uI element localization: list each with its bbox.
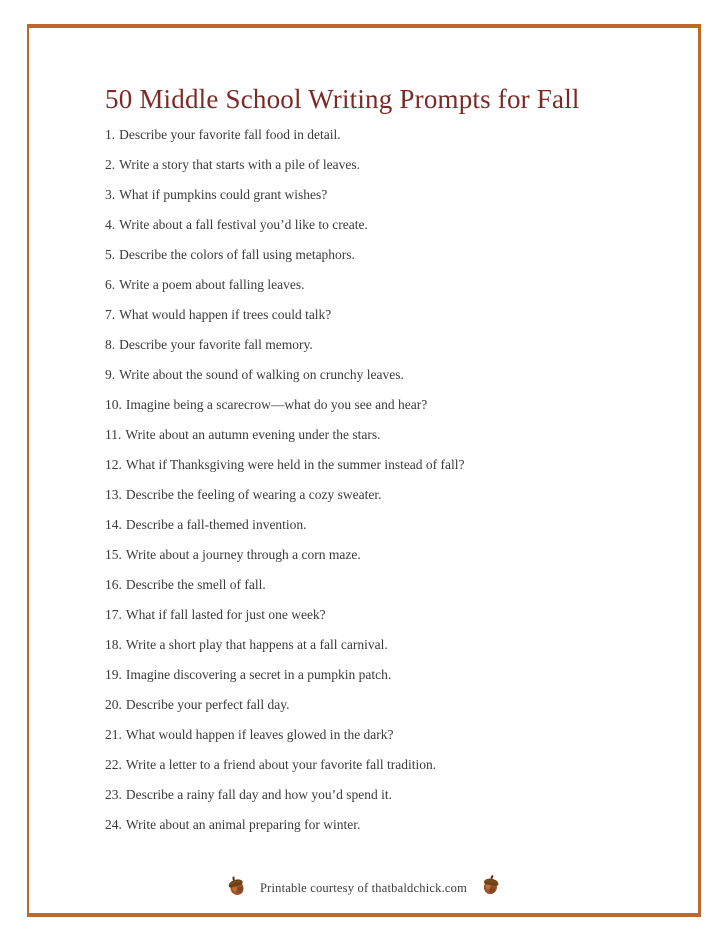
printable-page	[27, 24, 701, 917]
prompt-text: What if Thanksgiving were held in the summer instead of fall?	[125, 457, 465, 472]
prompt-text: What if fall lasted for just one week?	[125, 607, 326, 622]
prompt-item	[105, 428, 658, 442]
prompt-text: Write about an animal preparing for winter.	[125, 817, 361, 832]
prompt-text: Write about an autumn evening under the stars.	[125, 427, 381, 442]
prompt-text: Imagine discovering a secret in a pumpkin patch.	[125, 667, 392, 682]
prompt-item	[105, 188, 658, 202]
prompt-number: 7.	[105, 307, 116, 322]
prompt-item	[105, 458, 658, 472]
prompt-text: Describe your favorite fall memory.	[119, 337, 313, 352]
prompt-text: Write about a fall festival you’d like to create.	[119, 217, 368, 232]
prompt-number: 4.	[105, 217, 116, 232]
prompt-item	[105, 518, 658, 532]
prompt-item	[105, 668, 658, 682]
prompt-item	[105, 158, 658, 172]
prompt-number: 6.	[105, 277, 116, 292]
prompt-item	[105, 218, 658, 232]
prompt-item	[105, 788, 658, 802]
prompt-item	[105, 758, 658, 772]
prompts-list	[105, 128, 698, 832]
prompt-number: 5.	[105, 247, 116, 262]
prompt-text: Describe your perfect fall day.	[125, 697, 290, 712]
prompt-text: Write about a journey through a corn maze.	[125, 547, 361, 562]
prompt-item	[105, 548, 658, 562]
prompt-number: 1.	[105, 127, 116, 142]
prompt-item	[105, 638, 658, 652]
prompt-number: 24.	[105, 817, 122, 832]
prompt-text: Describe your favorite fall food in detail.	[119, 127, 341, 142]
prompt-item	[105, 578, 658, 592]
prompt-text: Write a story that starts with a pile of leaves.	[119, 157, 361, 172]
prompt-number: 12.	[105, 457, 122, 472]
prompt-number: 23.	[105, 787, 122, 802]
prompt-text: What would happen if leaves glowed in the dark?	[125, 727, 394, 742]
prompt-text: Describe the smell of fall.	[125, 577, 266, 592]
prompt-number: 8.	[105, 337, 116, 352]
page-title: 50 Middle School Writing Prompts for Fall	[105, 84, 580, 114]
prompt-item	[105, 278, 658, 292]
prompt-text: Write a poem about falling leaves.	[119, 277, 305, 292]
prompt-number: 16.	[105, 577, 122, 592]
prompt-number: 20.	[105, 697, 122, 712]
footer-credit: Printable courtesy of thatbaldchick.com	[259, 880, 468, 895]
prompt-number: 17.	[105, 607, 122, 622]
prompt-item	[105, 338, 658, 352]
prompt-number: 15.	[105, 547, 122, 562]
prompt-item	[105, 128, 658, 142]
prompt-text: Describe the colors of fall using metaphors.	[119, 247, 355, 262]
prompt-item	[105, 488, 658, 502]
prompt-text: Write a letter to a friend about your favorite fall tradition.	[125, 757, 437, 772]
prompt-number: 13.	[105, 487, 122, 502]
prompt-text: Write a short play that happens at a fall carnival.	[125, 637, 388, 652]
prompt-number: 21.	[105, 727, 122, 742]
prompt-item	[105, 308, 658, 322]
prompt-item	[105, 368, 658, 382]
prompt-text: What if pumpkins could grant wishes?	[119, 187, 328, 202]
prompt-number: 3.	[105, 187, 116, 202]
prompt-text: Write about the sound of walking on crunchy leaves.	[119, 367, 404, 382]
prompt-item	[105, 398, 658, 412]
prompt-item	[105, 248, 658, 262]
prompt-text: Imagine being a scarecrow—what do you see and hear?	[125, 397, 428, 412]
prompt-item	[105, 728, 658, 742]
prompt-item	[105, 818, 658, 832]
prompt-text: What would happen if trees could talk?	[119, 307, 332, 322]
prompt-number: 11.	[105, 427, 122, 442]
prompt-item	[105, 698, 658, 712]
prompt-item	[105, 608, 658, 622]
prompt-number: 9.	[105, 367, 116, 382]
prompt-number: 10.	[105, 397, 122, 412]
prompt-number: 14.	[105, 517, 122, 532]
prompt-number: 2.	[105, 157, 116, 172]
prompt-text: Describe the feeling of wearing a cozy sweater.	[125, 487, 382, 502]
prompt-number: 18.	[105, 637, 122, 652]
page-footer	[29, 871, 698, 905]
prompt-number: 22.	[105, 757, 122, 772]
prompt-text: Describe a fall-themed invention.	[125, 517, 307, 532]
prompt-text: Describe a rainy fall day and how you’d spend it.	[125, 787, 393, 802]
acorn-icon	[474, 869, 508, 900]
acorn-icon	[218, 868, 255, 902]
prompt-number: 19.	[105, 667, 122, 682]
